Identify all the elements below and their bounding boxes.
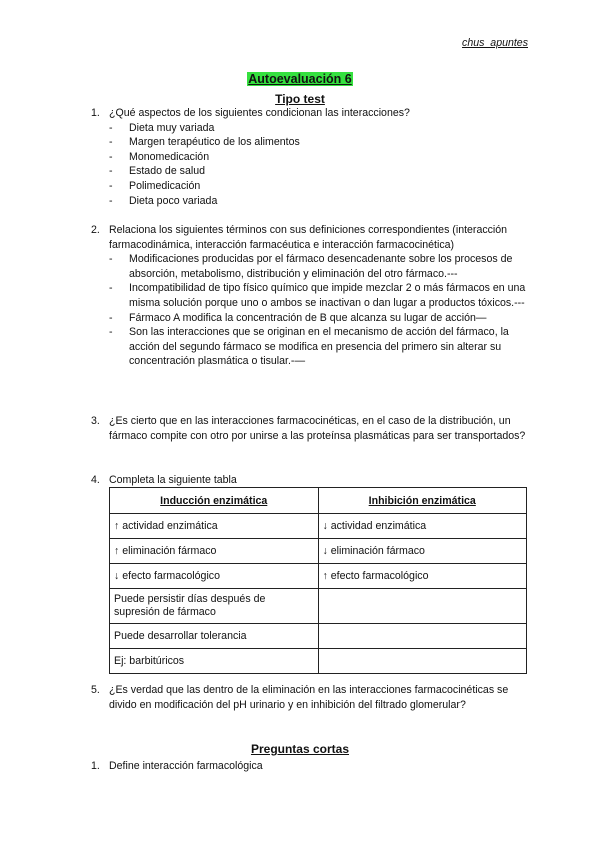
option-list <box>91 121 531 209</box>
definition-item: - Son las interacciones que se originan en el mecanismo de acción del fármaco, la acción del segundo fármaco se modifica en presencia del primero sin alterar su concentración plasmática o tisular.-— <box>91 325 531 369</box>
table-header-cell: Inducción enzimática <box>110 488 319 514</box>
table-cell: Puede desarrollar tolerancia <box>110 624 319 649</box>
definition-list <box>91 252 531 369</box>
option-item: - Margen terapéutico de los alimentos <box>91 135 531 150</box>
question-number: 3. <box>91 415 100 427</box>
table-cell <box>318 589 527 624</box>
option-item: - Monomedicación <box>91 150 531 165</box>
definition-item: - Fármaco A modifica la concentración de B que alcanza su lugar de acción— <box>91 311 531 326</box>
table-header-row <box>110 488 527 514</box>
table-cell: ↓ eliminación fármaco <box>318 539 527 564</box>
question-1 <box>91 106 531 208</box>
question-text: Define interacción farmacológica <box>109 760 263 772</box>
page-title: Autoevaluación 6 <box>248 72 352 86</box>
table-cell: ↑ eliminación fármaco <box>110 539 319 564</box>
table-cell: Ej: barbitúricos <box>110 649 319 674</box>
author-header: chus_apuntes <box>462 37 528 49</box>
table-cell: ↑ actividad enzimática <box>110 514 319 539</box>
question-text: ¿Qué aspectos de los siguientes condicionan las interacciones? <box>109 107 410 119</box>
question-number: 2. <box>91 224 100 236</box>
question-text: ¿Es verdad que las dentro de la eliminación en las interacciones farmacocinéticas se divido en modificación del pH urinario y en inhibición del filtrado glomerular? <box>109 684 509 711</box>
question-5 <box>91 683 531 712</box>
question-text: Relaciona los siguientes términos con sus definiciones correspondientes (interacción farmacodinámica, interacción farmacéutica e interacción farmacocinética) <box>109 224 508 251</box>
table-row <box>110 539 527 564</box>
table-cell: ↓ actividad enzimática <box>318 514 527 539</box>
table-row <box>110 589 527 624</box>
question-number: 1. <box>91 107 100 119</box>
table-cell: ↑ efecto farmacológico <box>318 564 527 589</box>
table-row <box>110 649 527 674</box>
section-title-tipo-test: Tipo test <box>275 92 325 106</box>
section-title-preguntas-cortas: Preguntas cortas <box>250 742 350 756</box>
table-row <box>110 564 527 589</box>
option-item: - Dieta muy variada <box>91 121 531 136</box>
table-cell: ↓ efecto farmacológico <box>110 564 319 589</box>
definition-item: - Incompatibilidad de tipo físico químico que impide mezclar 2 o más fármacos en una misma solución porque uno o ambos se inactivan o dan lugar a productos tóxicos.--- <box>91 281 531 310</box>
option-item: - Estado de salud <box>91 164 531 179</box>
table-cell <box>318 624 527 649</box>
question-4 <box>91 473 531 488</box>
question-text: Completa la siguiente tabla <box>109 474 237 486</box>
definition-item: - Modificaciones producidas por el fármaco desencadenante sobre los procesos de absorción, metabolismo, distribución y eliminación del otro fármaco.--- <box>91 252 531 281</box>
table-cell: Puede persistir días después de supresión de fármaco <box>110 589 319 624</box>
enzyme-table <box>109 487 527 674</box>
question-number: 5. <box>91 684 100 696</box>
table-row <box>110 514 527 539</box>
option-item: - Dieta poco variada <box>91 194 531 209</box>
table-cell <box>318 649 527 674</box>
option-item: - Polimedicación <box>91 179 531 194</box>
question-number: 1. <box>91 760 100 772</box>
question-number: 4. <box>91 474 100 486</box>
question-2 <box>91 223 531 369</box>
question-3 <box>91 414 531 443</box>
question-text: ¿Es cierto que en las interacciones farmacocinéticas, en el caso de la distribución, un fármaco compite con otro por unirse a las proteínsa plasmáticas para ser transportados? <box>109 415 526 442</box>
table-row <box>110 624 527 649</box>
table-header-cell: Inhibición enzimática <box>318 488 527 514</box>
title-container <box>0 72 600 86</box>
short-question-1 <box>91 759 531 774</box>
